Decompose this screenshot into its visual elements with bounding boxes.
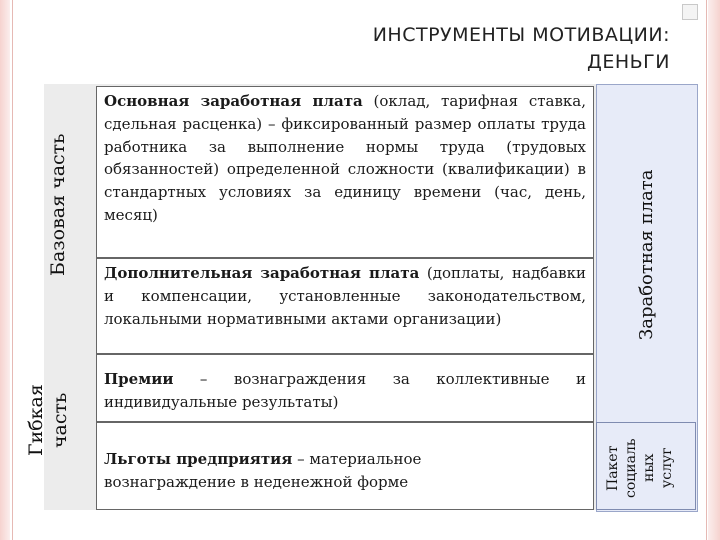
flexible-part-line-2: часть — [49, 392, 71, 448]
corner-square-decoration — [682, 4, 698, 20]
bonuses-description: – вознаграждения за коллективные и индивидуальные результаты) — [104, 370, 586, 411]
right-decorative-stripe — [708, 0, 720, 540]
additional-salary-description: (доплаты, надбавки и компенсации, установленные законодательством, локальными нормативными актами организации) — [104, 264, 586, 328]
bonuses-text — [104, 368, 586, 414]
base-part-label: Базовая часть — [47, 133, 69, 277]
social-package-line-4: услуг — [659, 447, 675, 489]
benefits-text — [104, 448, 524, 494]
benefits-term: Льготы предприятия — [104, 450, 293, 468]
social-package-line-3: ных — [641, 453, 657, 483]
social-package-line-1: Пакет — [605, 445, 621, 491]
title-line-1: ИНСТРУМЕНТЫ МОТИВАЦИИ: — [372, 24, 670, 46]
flexible-part-label — [24, 364, 72, 476]
left-stripe-line — [12, 0, 13, 540]
additional-salary-term: Дополнительная заработная плата — [104, 264, 420, 282]
salary-label: Заработная плата — [636, 169, 657, 341]
right-stripe-line — [706, 0, 707, 540]
additional-salary-text — [104, 262, 586, 330]
title-line-2: ДЕНЬГИ — [587, 51, 670, 73]
left-decorative-stripe — [0, 0, 10, 540]
flexible-part-line-1: Гибкая — [25, 384, 47, 456]
social-package-label — [604, 426, 676, 510]
basic-salary-text — [104, 90, 586, 227]
basic-salary-term: Основная заработная плата — [104, 92, 363, 110]
slide-title — [230, 22, 670, 76]
basic-salary-description: (оклад, тарифная ставка, сдельная расценка) – фиксированный размер оплаты труда работника за выполнение нормы труда (трудовых обязанностей) определенной сложности (квалификации) в стандартных условиях за единицу времени (час, день, месяц) — [104, 92, 587, 224]
bonuses-term: Премии — [104, 370, 174, 388]
benefits-description: – материальное вознаграждение в неденежной форме — [104, 450, 422, 491]
social-package-line-2: социаль — [623, 438, 639, 498]
